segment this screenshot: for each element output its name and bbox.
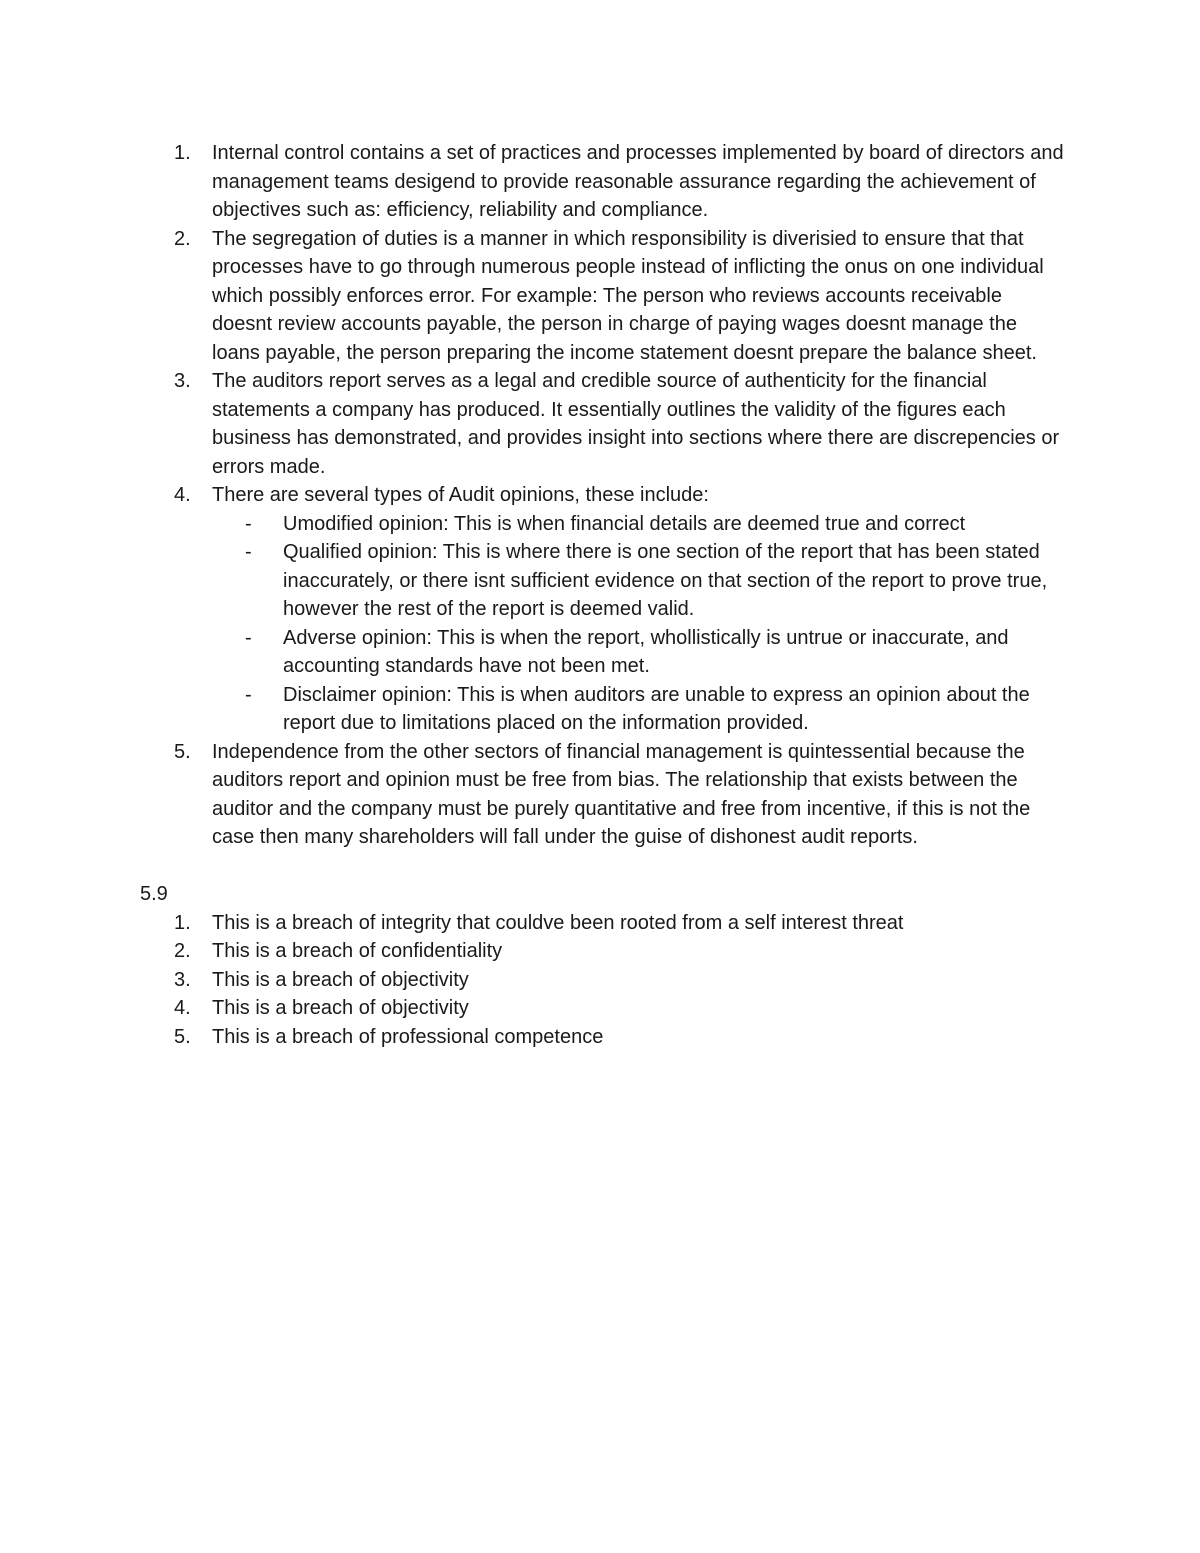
list-item [140, 994, 1065, 1023]
list-number: 3. [174, 968, 191, 991]
list-item [140, 937, 1065, 966]
sub-list-item-text: Umodified opinion: This is when financial details are deemed true and correct [283, 512, 966, 535]
list-item [140, 909, 1065, 938]
list-item-text: There are several types of Audit opinions, these include: [212, 484, 709, 506]
list-number: 5. [174, 740, 191, 763]
sub-list-item [212, 510, 1065, 539]
list-item-text: This is a breach of objectivity [212, 997, 469, 1019]
list-dash: - [245, 541, 252, 563]
list-item-text: This is a breach of integrity that couldve been rooted from a self interest threat [212, 911, 904, 934]
list-item-text: Independence from the other sectors of financial management is quintessential because the auditors report and opinion must be free from bias. The relationship that exists between the auditor and the company must be purely quantitative and free from incentive, if this is not the case then many shareholders will fall under the guise of dishonest audit reports. [212, 740, 1031, 848]
list-number: 2. [174, 940, 191, 962]
list-number: 4. [174, 484, 191, 506]
list-number: 1. [174, 142, 191, 164]
list-item-text: The auditors report serves as a legal and credible source of authenticity for the financial statements a company has produced. It essentially outlines the validity of the figures each business has demonstrated, and provides insight into sections where there are discrepencies or errors made. [212, 370, 1060, 478]
list-dash: - [245, 512, 252, 535]
list-item [140, 1023, 1065, 1052]
list-number: 3. [174, 370, 191, 392]
list-dash: - [245, 626, 252, 649]
sub-list-item-text: Qualified opinion: This is where there is one section of the report that has been stated inaccurately, or there isnt sufficient evidence on that section of the report to prove true, however the rest of the report is deemed valid. [283, 541, 1048, 620]
document-body [140, 139, 1065, 1051]
section-heading: 5.9 [140, 883, 168, 905]
breach-list [140, 909, 1065, 1052]
sub-list-item-text: Adverse opinion: This is when the report, whollistically is untrue or inaccurate, and accounting standards have not been met. [283, 626, 1009, 677]
list-item-text: This is a breach of professional competence [212, 1025, 604, 1048]
list-number: 1. [174, 911, 191, 934]
list-dash: - [245, 683, 252, 706]
list-item-text: Internal control contains a set of practices and processes implemented by board of directors and management teams desigend to provide reasonable assurance regarding the achievement of objectives such as: efficiency, reliability and compliance. [212, 142, 1064, 221]
sub-list-item [212, 624, 1065, 681]
list-item [140, 225, 1065, 368]
list-number: 2. [174, 227, 191, 250]
sub-list-item [212, 538, 1065, 624]
sub-list-item [212, 681, 1065, 738]
list-item [140, 481, 1065, 738]
list-item [140, 738, 1065, 852]
list-item [140, 139, 1065, 225]
list-item [140, 367, 1065, 481]
list-item-text: This is a breach of confidentiality [212, 940, 503, 962]
answer-list [140, 139, 1065, 852]
list-number: 5. [174, 1025, 191, 1048]
list-item [140, 966, 1065, 995]
list-item-text: This is a breach of objectivity [212, 968, 469, 991]
audit-opinions-list [212, 510, 1065, 738]
list-item-text: The segregation of duties is a manner in which responsibility is diverisied to ensure that that processes have to go through numerous people instead of inflicting the onus on one individual which possibly enforces error. For example: The person who reviews accounts receivable doesnt review accounts payable, the person in charge of paying wages doesnt manage the loans payable, the person preparing the income statement doesnt prepare the balance sheet. [212, 227, 1044, 364]
list-number: 4. [174, 997, 191, 1019]
sub-list-item-text: Disclaimer opinion: This is when auditors are unable to express an opinion about the report due to limitations placed on the information provided. [283, 683, 1030, 734]
